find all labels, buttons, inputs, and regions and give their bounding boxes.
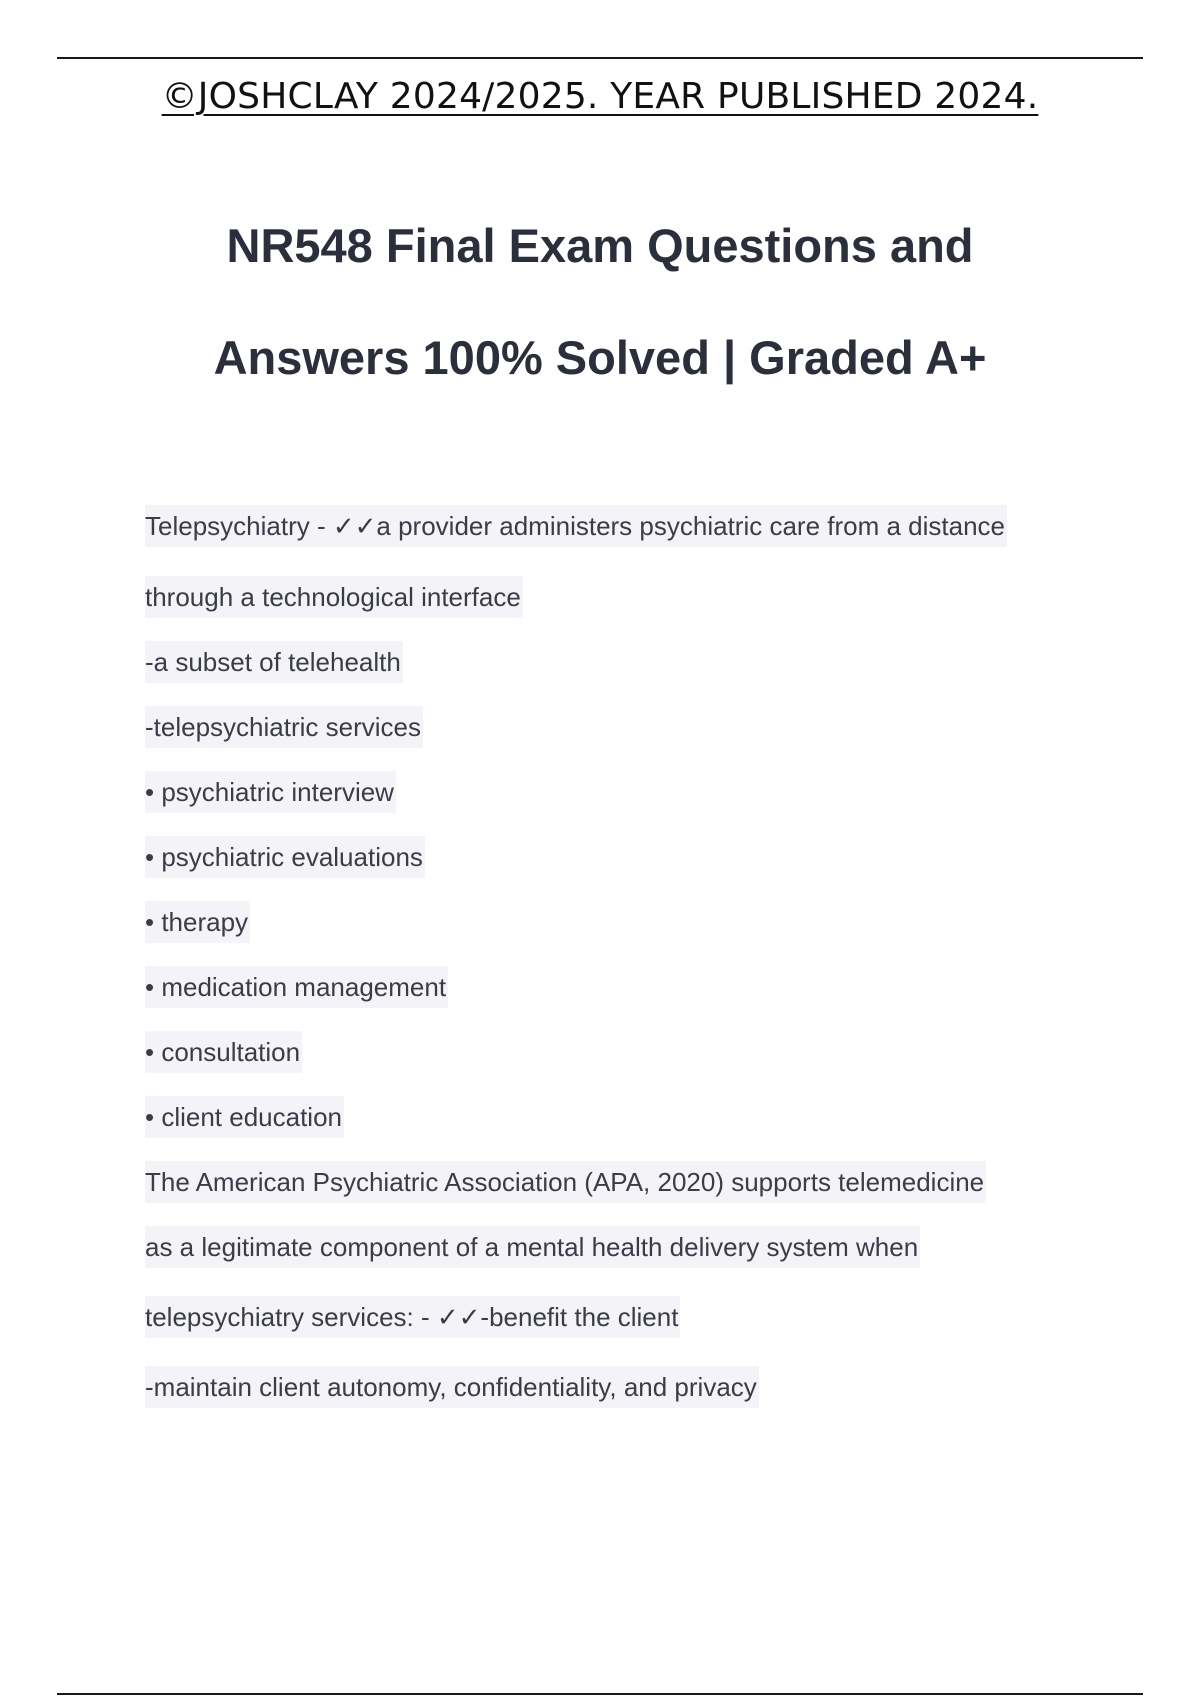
page-header xyxy=(0,76,1200,117)
list-item: • therapy xyxy=(145,901,250,943)
body-line: telepsychiatry services: - ✓✓-benefit the client xyxy=(145,1296,680,1338)
copyright-notice: ©JOSHCLAY 2024/2025. YEAR PUBLISHED 2024. xyxy=(161,76,1039,117)
list-item: • client education xyxy=(145,1096,344,1138)
body-line: The American Psychiatric Association (APA, 2020) supports telemedicine xyxy=(145,1161,986,1203)
list-item: • medication management xyxy=(145,966,448,1008)
footer-bottom-rule xyxy=(57,1693,1143,1695)
list-item: • psychiatric interview xyxy=(145,771,396,813)
list-item: • psychiatric evaluations xyxy=(145,836,425,878)
header-top-rule xyxy=(57,57,1143,59)
body-line: as a legitimate component of a mental health delivery system when xyxy=(145,1226,920,1268)
body-line: Telepsychiatry - ✓✓a provider administers psychiatric care from a distance xyxy=(145,505,1007,547)
list-item: -telepsychiatric services xyxy=(145,706,423,748)
list-item: -maintain client autonomy, confidentiality, and privacy xyxy=(145,1366,759,1408)
document-title-line-2: Answers 100% Solved | Graded A+ xyxy=(213,331,987,384)
document-title-line-1: NR548 Final Exam Questions and xyxy=(226,219,974,272)
list-item: -a subset of telehealth xyxy=(145,641,403,683)
list-item: • consultation xyxy=(145,1031,302,1073)
body-line: through a technological interface xyxy=(145,576,523,618)
